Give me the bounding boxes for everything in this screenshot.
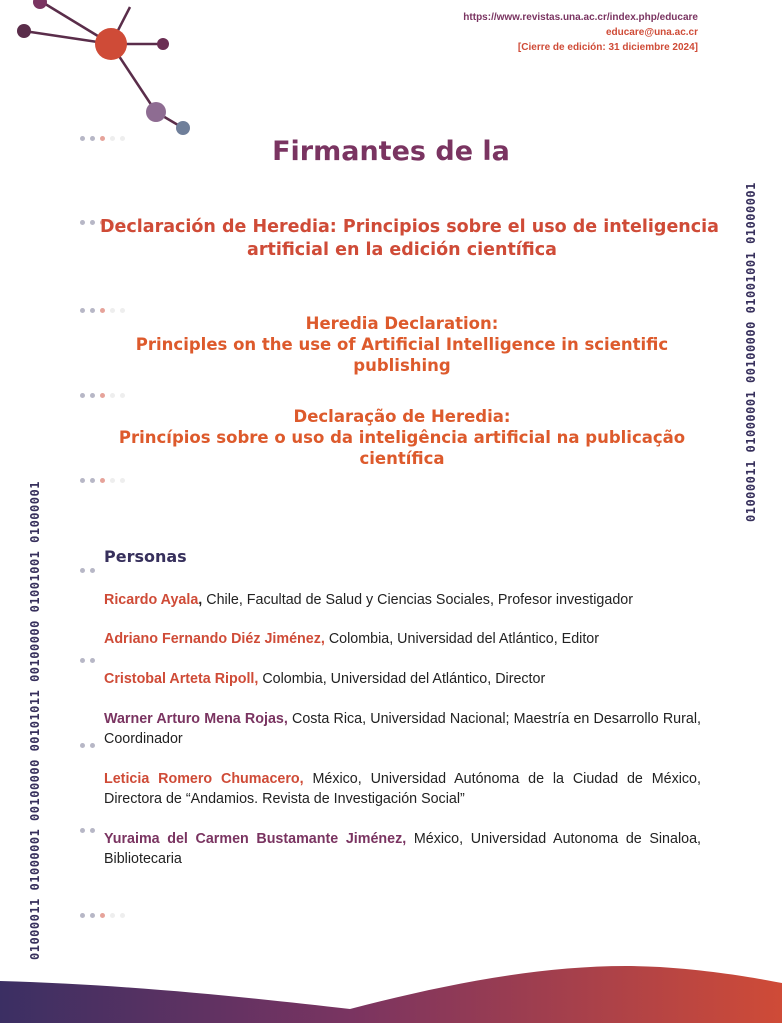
declaration-line: Principles on the use of Artificial Intelligence in scientific <box>135 335 669 354</box>
signatory-name: Adriano Fernando Diéz Jiménez, <box>104 631 325 647</box>
dot-pattern <box>80 820 100 838</box>
dot-pattern <box>80 385 130 403</box>
signatory-name: Leticia Romero Chumacero, <box>104 771 304 787</box>
signatory-details: México, Universidad Autonoma de Sinaloa, Bibliotecaria <box>104 831 702 867</box>
signatory-name: Cristobal Arteta Ripoll, <box>104 671 259 687</box>
binary-decoration-right: 01000011 01000001 00100000 01001001 01000001 <box>744 182 758 522</box>
signatory-separator: , <box>198 592 203 608</box>
signatory-name: Ricardo Ayala <box>104 592 199 608</box>
raised-hands-illustration <box>0 863 782 1023</box>
signatory-details: México, Universidad Autónoma de la Ciudad de México, Directora de “Andamios. Revista de Investigación Social” <box>104 771 701 807</box>
signatory-entry <box>104 590 701 610</box>
signatory-name: Warner Arturo Mena Rojas, <box>104 711 288 727</box>
page-title: Firmantes de la <box>272 136 510 167</box>
declaration-line: Declaración de Heredia: Principios sobre el uso de inteligencia <box>100 217 719 237</box>
signatory-entry <box>104 669 701 689</box>
declaration-line: Princípios sobre o uso da inteligência artificial na publicação <box>118 428 686 447</box>
binary-decoration-left: 01000011 01000001 00100000 00101011 00100000 01001001 01000001 <box>28 481 42 960</box>
declaration-line: Declaração de Heredia: <box>293 407 511 426</box>
journal-url-link[interactable]: https://www.revistas.una.ac.cr/index.php/educare <box>463 12 698 23</box>
dot-pattern <box>80 470 130 488</box>
dot-pattern <box>80 560 100 578</box>
signatory-entry <box>104 629 701 649</box>
declaration-line: científica <box>359 449 445 468</box>
personas-heading: Personas <box>104 547 187 566</box>
journal-header-links <box>463 10 698 55</box>
declaration-portuguese <box>100 406 704 469</box>
signatory-entry <box>104 769 701 809</box>
signatory-entry <box>104 709 701 749</box>
declaration-line: publishing <box>353 356 451 375</box>
declaration-line: artificial en la edición científica <box>247 240 557 260</box>
declaration-english <box>100 313 704 376</box>
signatory-details: Costa Rica, Universidad Nacional; Maestría en Desarrollo Rural, Coordinador <box>104 711 701 747</box>
signatory-details: Colombia, Universidad del Atlántico, Editor <box>324 631 600 647</box>
dot-pattern <box>80 650 100 668</box>
dot-pattern <box>80 735 100 753</box>
declaration-line: Heredia Declaration: <box>305 314 499 333</box>
journal-email-link[interactable]: educare@una.ac.cr <box>605 27 698 38</box>
signatory-name: Yuraima del Carmen Bustamante Jiménez, <box>104 831 407 847</box>
signatory-details: Chile, Facultad de Salud y Ciencias Sociales, Profesor investigador <box>202 592 633 608</box>
declaration-spanish <box>100 216 719 262</box>
closing-date-text: [Cierre de edición: 31 diciembre 2024] <box>517 42 698 53</box>
signatory-details: Colombia, Universidad del Atlántico, Director <box>258 671 546 687</box>
